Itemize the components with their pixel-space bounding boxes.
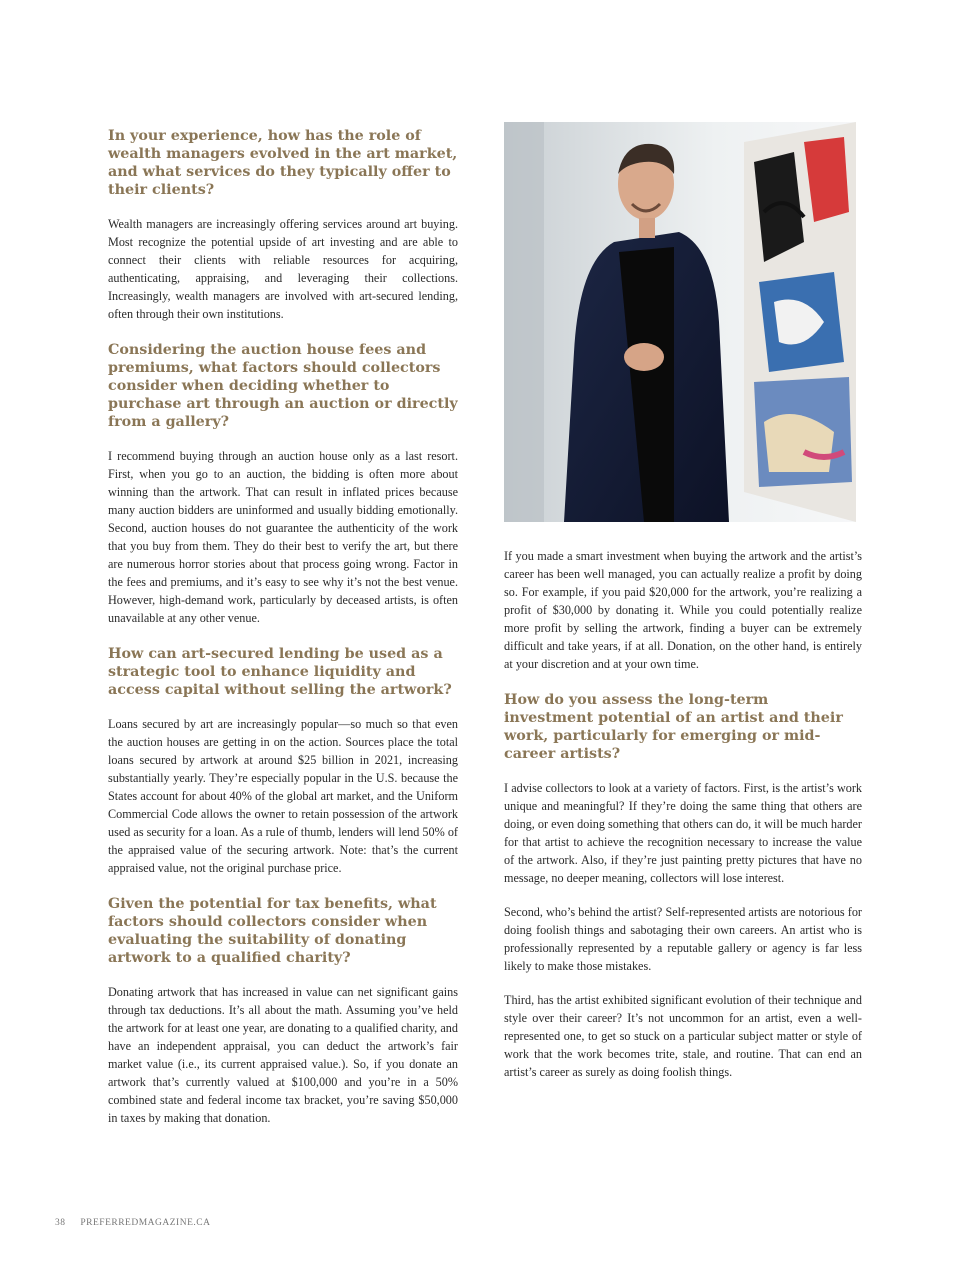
answer-paragraph: Second, who’s behind the artist? Self-represented artists are notorious for doing foolish things and sabotaging their own careers. An artist who is professionally represented by a reputable gallery or agency is far less likely to make those mistakes. [504,905,862,973]
left-column [108,127,458,1127]
page-number: 38 [55,1218,66,1228]
question-heading: Given the potential for tax benefits, what factors should collectors consider when evaluating the suitability of donating artwork to a qualified charity? [108,896,437,966]
answer-continuation: If you made a smart investment when buying the artwork and the artist’s career has been well managed, you can actually realize a profit by doing so. For example, if you paid $20,000 for the artwork, you’re realizing a profit of $30,000 by donating it. While you could potentially realize more profit by selling the artwork, finding a buyer can be extremely difficult and take years, if at all. Donation, on the other hand, is entirely at your discretion and at your own time. [504,549,862,671]
answer-paragraph: Loans secured by art are increasingly popular—so much so that even the auction houses are getting in on the action. Sources place the total loans secured by artwork at around $25 billion in 2021, increasing substantially yearly. They’re especially popular in the U.S. because the States account for about 40% of the global art market, and the Uniform Commercial Code allows the owner to retain possession of the artwork used as security for a loan. As a rule of thumb, lenders will lend 50% of the appraised value of the securing artwork. Note: that’s the current appraised value, not the original purchase price. [108,717,458,875]
question-heading: How do you assess the long-term investment potential of an artist and their work, particularly for emerging or mid-career artists? [504,692,843,762]
magazine-url: PREFERREDMAGAZINE.CA [80,1218,211,1228]
answer-paragraph: Donating artwork that has increased in value can net significant gains through tax deductions. It’s all about the math. Assuming you’ve held the artwork for at least one year, are donating to a qualified charity, and have an independent appraisal, you can deduct the artwork’s fair market value (i.e., its current appraised value.). So, if you donate an artwork that’s currently valued at $100,000 and you’re in a 50% combined state and federal income tax bracket, you’re saving $50,000 in taxes by making that donation. [108,985,458,1125]
answer-paragraph: I advise collectors to look at a variety of factors. First, is the artist’s work unique and meaningful? If they’re doing the same thing that others are doing, or even doing something that others can do, it will be much harder for that artist to achieve the recognition necessary to increase the value of the artwork. Also, if they’re just painting pretty pictures that have no message, no deeper meaning, collectors will lose interest. [504,781,862,885]
question-heading: Considering the auction house fees and premiums, what factors should collectors consider when deciding whether to purchase art through an auction or directly from a gallery? [108,342,458,430]
question-heading: How can art-secured lending be used as a strategic tool to enhance liquidity and access capital without selling the artwork? [108,646,452,698]
graffiti-artwork [744,122,856,522]
question-heading: In your experience, how has the role of wealth managers evolved in the art market, and what services do they typically offer to their clients? [108,128,458,198]
right-column [504,547,862,1081]
answer-paragraph: I recommend buying through an auction house only as a last resort. First, when you go to an auction, the bidding is often more about winning than the artwork. That can result in inflated prices because many auction bidders are uninformed and usually bidding emotionally. Second, auction houses do not guarantee the authenticity of the work that you buy from them. They do their best to verify the art, but there are numerous horror stories about that process going wrong. Factor in the fees and premiums, and it’s easy to see why it’s not the best venue. However, high-demand work, particularly by deceased artists, is often unavailable at any other venue. [108,449,458,625]
answer-paragraph: Wealth managers are increasingly offering services around art buying. Most recognize the potential upside of art investing and are able to connect their clients with reliable resources for acquiring, authenticating, appraising, and leveraging their collections. Increasingly, wealth managers are involved with art-secured lending, often through their own institutions. [108,217,458,321]
page-footer [55,1218,222,1228]
answer-paragraph: Third, has the artist exhibited significant evolution of their technique and style over their career? It’s not uncommon for an artist, even a well-represented one, to get so stuck on a particular subject matter or style of work that the work becomes trite, stale, and routine. That can end an artist’s career as surely as doing foolish things. [504,993,862,1079]
portrait-illustration [504,122,856,522]
portrait-photo [504,122,856,522]
